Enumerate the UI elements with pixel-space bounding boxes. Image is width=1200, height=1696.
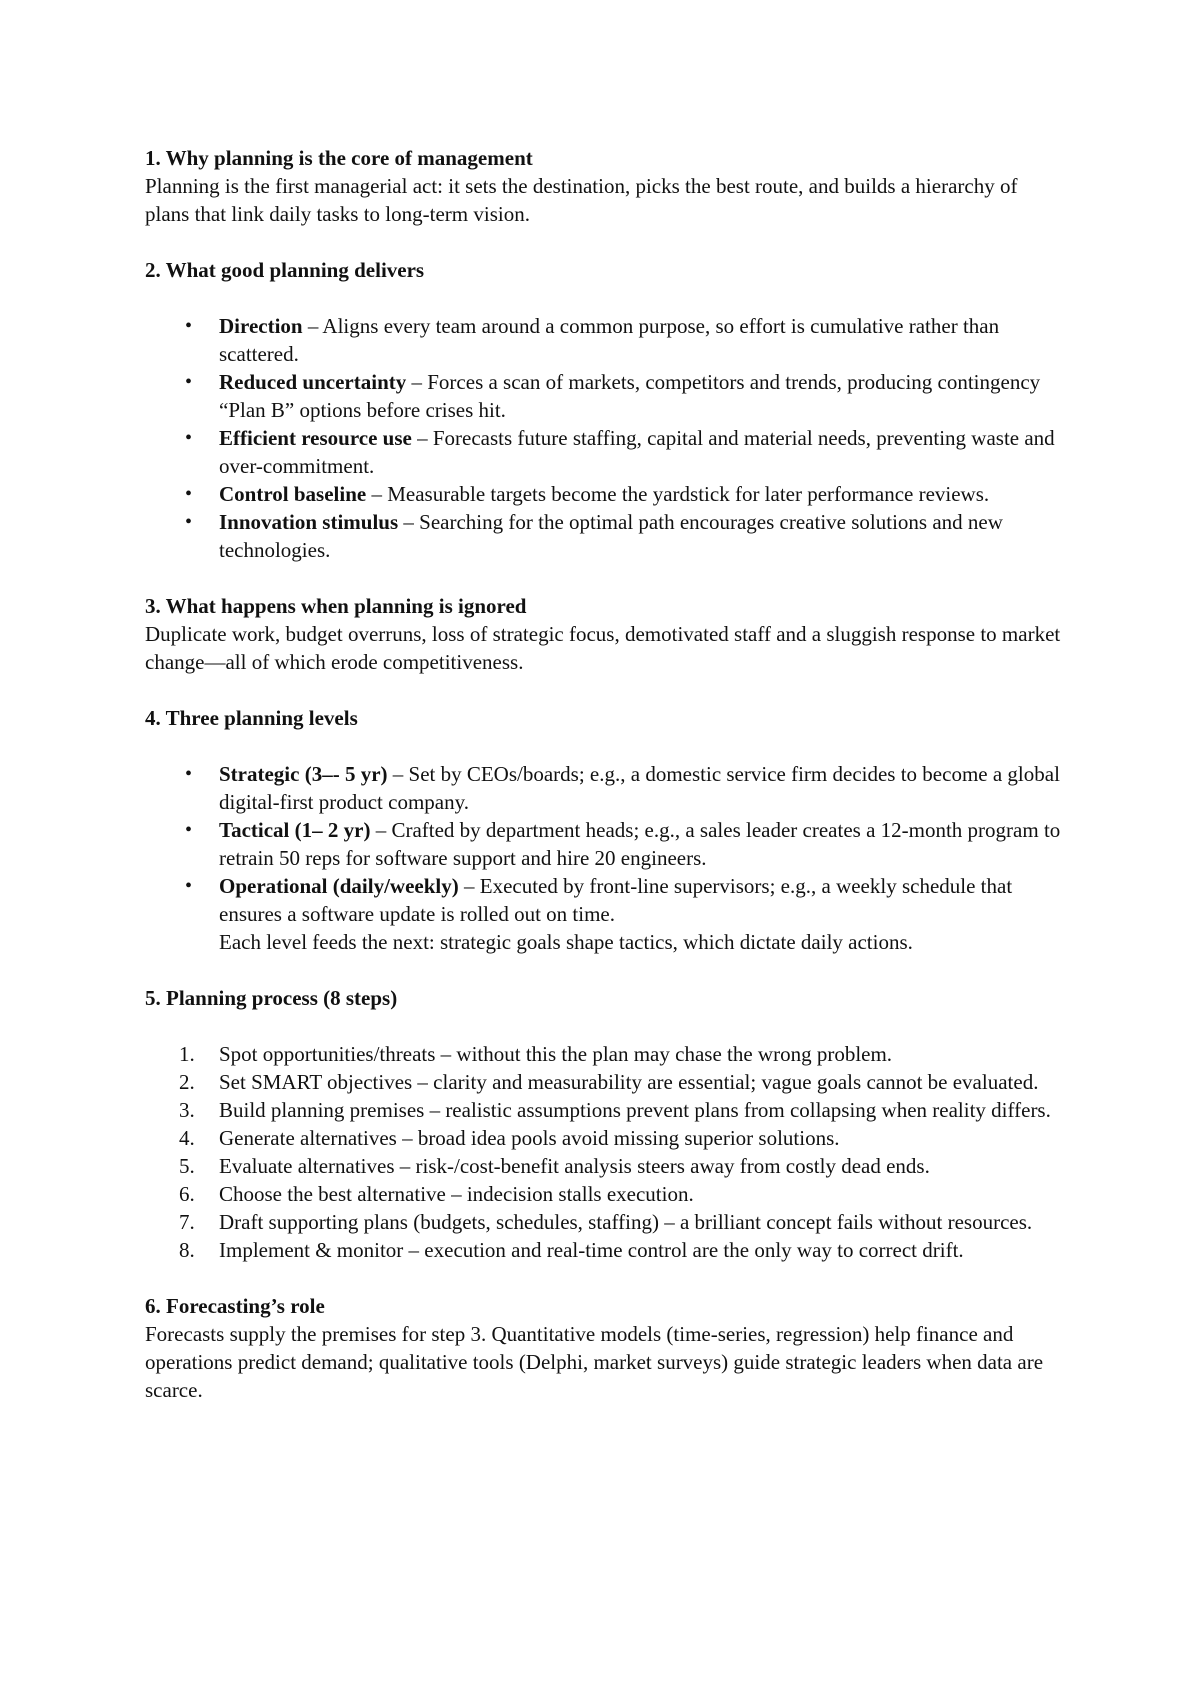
bullet-icon: • [185, 511, 193, 533]
item-text: – Crafted by department heads; e.g., a sales leader creates a 12-month program to retrain 50 reps for software support and hire 20 engineers. [219, 818, 1061, 870]
process-steps-list [145, 1040, 1065, 1264]
list-item [145, 368, 1065, 424]
section-4-heading: 4. Three planning levels [145, 706, 358, 730]
list-item [145, 1208, 1065, 1236]
item-term: Reduced uncertainty [219, 370, 407, 394]
list-item [145, 760, 1065, 816]
step-text: Set SMART objectives – clarity and measurability are essential; vague goals cannot be evaluated. [219, 1070, 1039, 1094]
list-item [145, 872, 1065, 956]
item-term: Operational (daily/weekly) [219, 874, 459, 898]
benefits-list [145, 312, 1065, 564]
bullet-icon: • [185, 427, 193, 449]
item-term: Direction [219, 314, 303, 338]
step-number: 3. [179, 1098, 195, 1122]
spacer [145, 676, 1065, 704]
item-text: – Searching for the optimal path encourages creative solutions and new technologies. [219, 510, 1003, 562]
item-term: Efficient resource use [219, 426, 412, 450]
list-item [145, 1040, 1065, 1068]
step-text: Draft supporting plans (budgets, schedules, staffing) – a brilliant concept fails without resources. [219, 1210, 1033, 1234]
list-item [145, 816, 1065, 872]
item-text: – Forecasts future staffing, capital and material needs, preventing waste and over-commitment. [219, 426, 1055, 478]
step-text: Evaluate alternatives – risk-/cost-benefit analysis steers away from costly dead ends. [219, 1154, 930, 1178]
step-text: Spot opportunities/threats – without this the plan may chase the wrong problem. [219, 1042, 893, 1066]
list-item [145, 1068, 1065, 1096]
item-text: – Forces a scan of markets, competitors and trends, producing contingency “Plan B” options before crises hit. [219, 370, 1041, 422]
item-term: Innovation stimulus [219, 510, 399, 534]
step-text: Implement & monitor – execution and real-time control are the only way to correct drift. [219, 1238, 964, 1262]
bullet-icon: • [185, 315, 193, 337]
levels-list [145, 760, 1065, 956]
item-text: – Measurable targets become the yardstick for later performance reviews. [366, 482, 990, 506]
section-6-body: Forecasts supply the premises for step 3. Quantitative models (time-series, regression) help finance and operations predict demand; qualitative tools (Delphi, market surveys) guide strategic leaders when data are scarce. [145, 1322, 1044, 1402]
step-number: 5. [179, 1154, 195, 1178]
step-text: Choose the best alternative – indecision stalls execution. [219, 1182, 694, 1206]
section-6-heading: 6. Forecasting’s role [145, 1294, 325, 1318]
step-number: 7. [179, 1210, 195, 1234]
step-number: 8. [179, 1238, 195, 1262]
item-text: – Executed by front-line supervisors; e.g., a weekly schedule that ensures a software update is rolled out on time. [219, 874, 1013, 926]
bullet-icon: • [185, 483, 193, 505]
section-1-heading: 1. Why planning is the core of management [145, 146, 533, 170]
item-text: – Set by CEOs/boards; e.g., a domestic service firm decides to become a global digital-first product company. [219, 762, 1060, 814]
list-item [145, 1236, 1065, 1264]
step-number: 1. [179, 1042, 195, 1066]
list-item [145, 480, 1065, 508]
step-number: 6. [179, 1182, 195, 1206]
spacer [145, 228, 1065, 256]
list-item [145, 1152, 1065, 1180]
list-item [145, 424, 1065, 480]
spacer [145, 284, 1065, 312]
step-text: Build planning premises – realistic assumptions prevent plans from collapsing when reality differs. [219, 1098, 1051, 1122]
list-item [145, 1180, 1065, 1208]
list-item [145, 1124, 1065, 1152]
item-term: Control baseline [219, 482, 367, 506]
section-2-heading: 2. What good planning delivers [145, 258, 425, 282]
list-item [145, 508, 1065, 564]
item-term: Strategic (3–- 5 yr) [219, 762, 388, 786]
list-item [145, 312, 1065, 368]
section-3-heading: 3. What happens when planning is ignored [145, 594, 527, 618]
bullet-icon: • [185, 819, 193, 841]
item-term: Tactical (1– 2 yr) [219, 818, 371, 842]
section-5-heading: 5. Planning process (8 steps) [145, 986, 398, 1010]
levels-note: Each level feeds the next: strategic goals shape tactics, which dictate daily actions. [219, 930, 913, 954]
spacer [145, 1012, 1065, 1040]
document-page [145, 144, 1065, 1404]
step-number: 4. [179, 1126, 195, 1150]
section-3-body: Duplicate work, budget overruns, loss of strategic focus, demotivated staff and a sluggish response to market change—all of which erode competitiveness. [145, 622, 1061, 674]
spacer [145, 1264, 1065, 1292]
bullet-icon: • [185, 371, 193, 393]
spacer [145, 564, 1065, 592]
bullet-icon: • [185, 875, 193, 897]
step-number: 2. [179, 1070, 195, 1094]
spacer [145, 732, 1065, 760]
section-1-body: Planning is the first managerial act: it sets the destination, picks the best route, and builds a hierarchy of plans that link daily tasks to long-term vision. [145, 174, 1018, 226]
step-text: Generate alternatives – broad idea pools avoid missing superior solutions. [219, 1126, 840, 1150]
list-item [145, 1096, 1065, 1124]
item-text: – Aligns every team around a common purpose, so effort is cumulative rather than scattered. [219, 314, 1000, 366]
bullet-icon: • [185, 763, 193, 785]
spacer [145, 956, 1065, 984]
